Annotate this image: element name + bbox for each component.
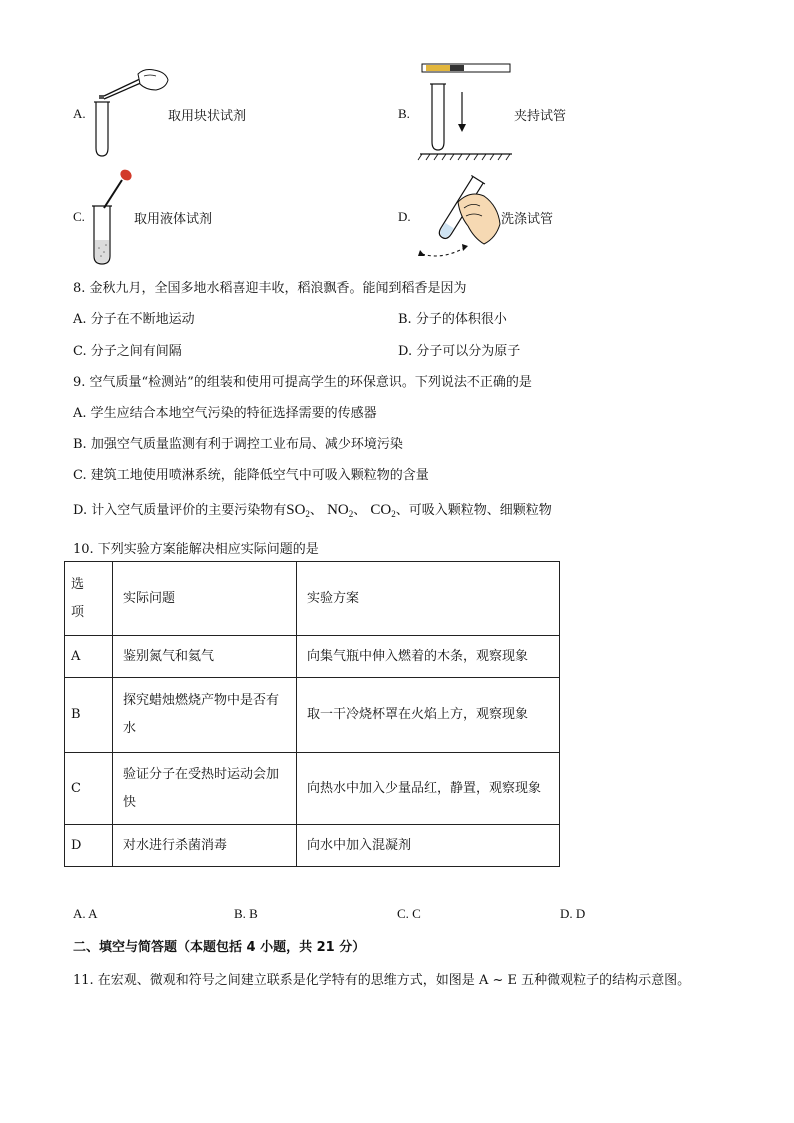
washing-test-tube-figure <box>418 172 504 264</box>
option-d-letter: D. <box>398 209 411 224</box>
table-row <box>65 753 560 825</box>
q10-answer-b: B. B <box>234 906 258 921</box>
option-a-caption: 取用块状试剂 <box>168 109 247 124</box>
option-b-caption: 夹持试管 <box>514 109 567 124</box>
option-b-letter: B. <box>398 106 410 121</box>
dropper-liquid-reagent-figure <box>90 168 140 268</box>
q9-stem: 9. 空气质量“检测站”的组装和使用可提高学生的环保意识。下列说法不正确的是 <box>73 375 532 390</box>
q9-option-a: A. 学生应结合本地空气污染的特征选择需要的传感器 <box>73 406 377 421</box>
option-d-caption: 洗涤试管 <box>501 212 554 227</box>
table-row <box>65 636 560 678</box>
q10-table <box>64 561 560 867</box>
q8-option-c: C. 分子之间有间隔 <box>73 344 182 359</box>
q10-answer-d: D. D <box>560 906 586 921</box>
formula-co2: $CO_2$ <box>370 502 396 519</box>
q10-answer-a: A. A <box>73 906 98 921</box>
q11-stem: 11. 在宏观、微观和符号之间建立联系是化学特有的思维方式，如图是 A ~ E 五种微观粒子的结构示意图。 <box>73 973 691 988</box>
header-plan: 实验方案 <box>297 562 560 636</box>
row-plan: 向集气瓶中伸入燃着的木条，观察现象 <box>297 636 560 678</box>
row-problem: 对水进行杀菌消毒 <box>113 825 297 867</box>
row-option: B <box>65 678 113 753</box>
row-option: A <box>65 636 113 678</box>
header-problem: 实际问题 <box>113 562 297 636</box>
formula-so2: $SO_2$ <box>286 502 310 519</box>
q10-stem: 10. 下列实验方案能解决相应实际问题的是 <box>73 542 319 557</box>
formula-no2: $NO_2$ <box>327 502 354 519</box>
separator: 、 <box>353 503 367 518</box>
q9-option-d <box>73 499 552 519</box>
row-plan: 取一干冷烧杯罩在火焰上方，观察现象 <box>297 678 560 753</box>
row-option: C <box>65 753 113 825</box>
q9-option-d-prefix: D. 计入空气质量评价的主要污染物有 <box>73 503 287 518</box>
table-row <box>65 678 560 753</box>
q8-option-d: D. 分子可以分为原子 <box>398 344 521 359</box>
row-plan: 向水中加入混凝剂 <box>297 825 560 867</box>
header-option: 选项 <box>65 562 113 636</box>
q8-option-a: A. 分子在不断地运动 <box>73 312 195 327</box>
q9-option-d-suffix: 、可吸入颗粒物、细颗粒物 <box>395 503 552 518</box>
table-row <box>65 825 560 867</box>
test-tube-clamp-figure <box>418 62 514 162</box>
table-header-row <box>65 562 560 636</box>
option-a-letter: A. <box>73 106 86 121</box>
separator: 、 <box>309 503 323 518</box>
q8-stem: 8. 金秋九月，全国多地水稻喜迎丰收，稻浪飘香。能闻到稻香是因为 <box>73 281 467 296</box>
tweezers-block-reagent-figure <box>90 68 170 158</box>
row-plan: 向热水中加入少量品红，静置，观察现象 <box>297 753 560 825</box>
row-problem: 探究蜡烛燃烧产物中是否有水 <box>113 678 297 753</box>
q10-answer-c: C. C <box>397 906 421 921</box>
option-c-letter: C. <box>73 209 85 224</box>
row-problem: 鉴别氮气和氦气 <box>113 636 297 678</box>
row-problem: 验证分子在受热时运动会加快 <box>113 753 297 825</box>
section-title: 二、填空与简答题（本题包括 4 小题，共 21 分） <box>73 940 366 955</box>
q9-option-b: B. 加强空气质量监测有利于调控工业布局、减少环境污染 <box>73 437 403 452</box>
q8-option-b: B. 分子的体积很小 <box>398 312 507 327</box>
option-c-caption: 取用液体试剂 <box>134 212 213 227</box>
row-option: D <box>65 825 113 867</box>
q9-option-c: C. 建筑工地使用喷淋系统，能降低空气中可吸入颗粒物的含量 <box>73 468 429 483</box>
